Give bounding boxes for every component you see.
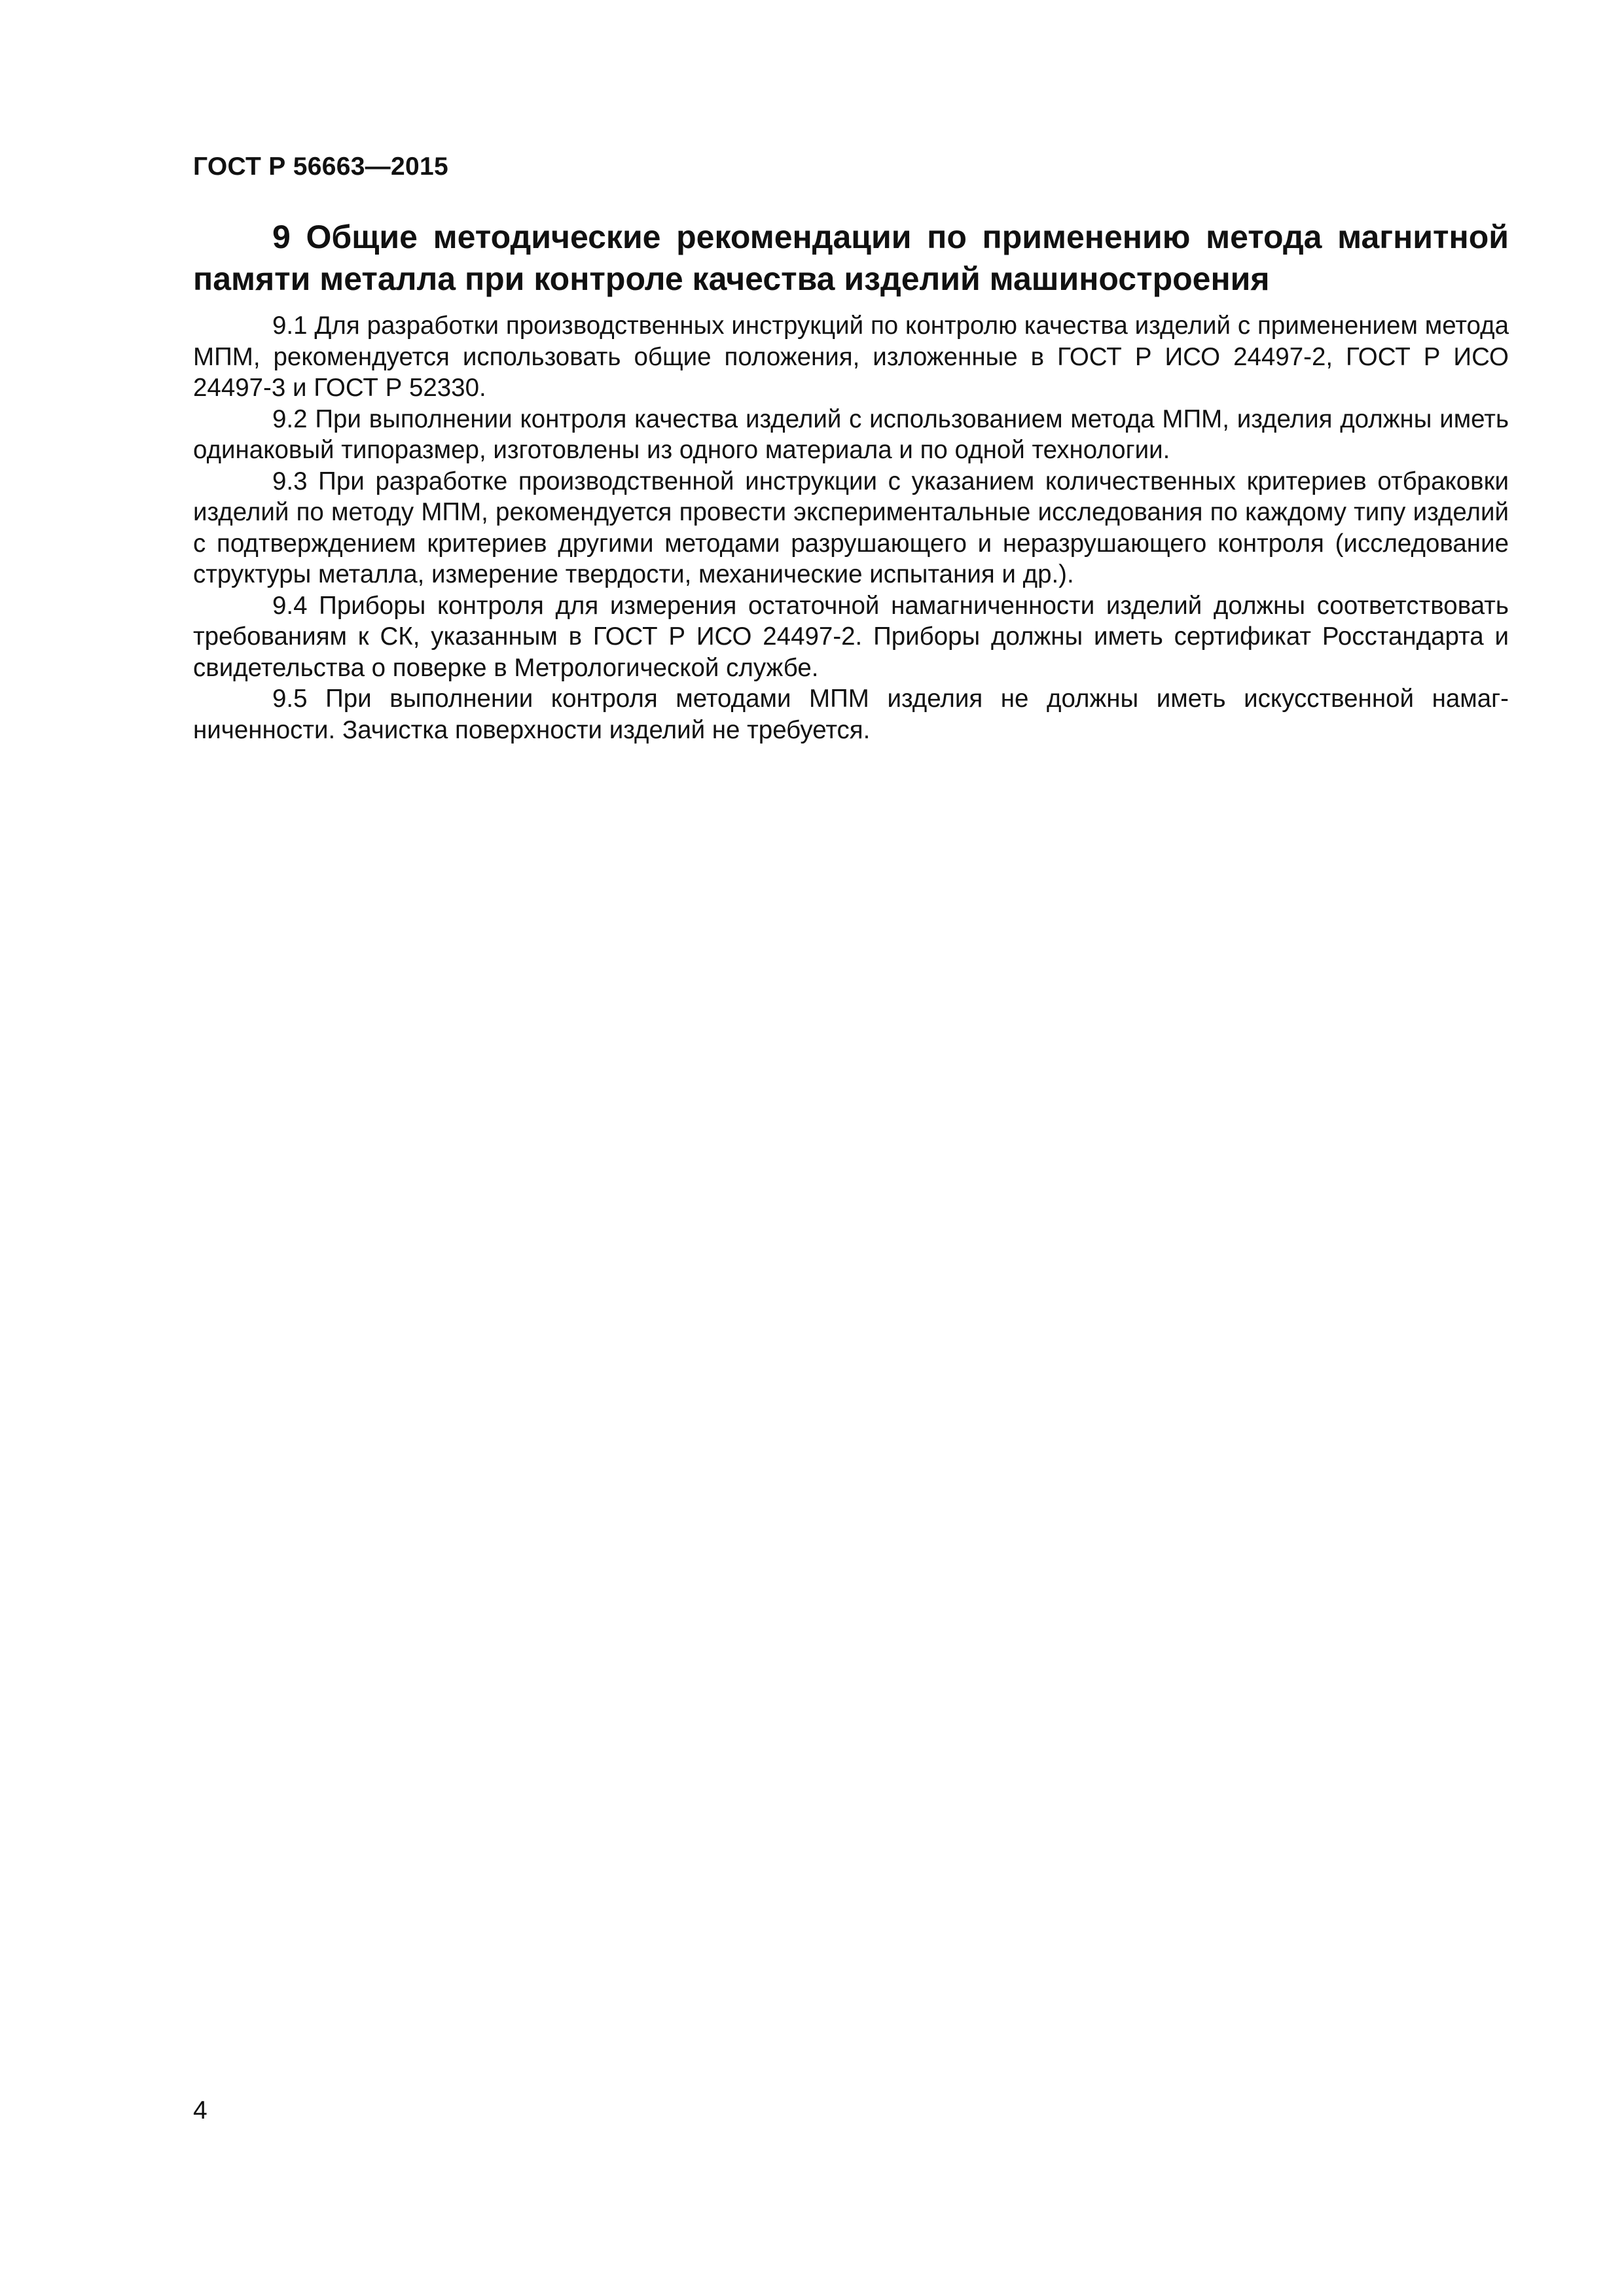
section-title: 9 Общие методические рекомендации по применению метода магнитной памяти металла при контроле качества изделий машиностроения bbox=[193, 219, 1509, 297]
section-9 bbox=[193, 216, 1509, 745]
paragraph-9-5: 9.5 При выполнении контроля методами МПМ изделия не должны иметь искусственной намагниченности. Зачистка поверхности изделий не требуется. bbox=[193, 685, 1509, 744]
paragraph-9-4: 9.4 Приборы контроля для измерения остаточной намагниченности изделий должны соответствовать требованиям к СК, указанным в ГОСТ Р ИСО 24497-2. Приборы должны иметь сертификат Росстандарта и свидетельства о поверке в Метрологической службе. bbox=[193, 591, 1509, 682]
paragraph-9-1: 9.1 Для разработки производственных инструкций по контролю качества изделий с применением метода МПМ, рекомендуется использовать общие положения, изложенные в ГОСТ Р ИСО 24497-2, ГОСТ Р ИСО 24497-3 и ГОСТ Р 52330. bbox=[193, 312, 1509, 402]
paragraph-9-2: 9.2 При выполнении контроля качества изделий с использованием метода МПМ, изделия должны иметь одинаковый типоразмер, изготовлены из одного материала и по одной технологии. bbox=[193, 404, 1509, 464]
paragraph-9-3: 9.3 При разработке производственной инструкции с указанием количественных критериев отбраковки изделий по методу МПМ, рекомендуется провести экспериментальные исследования по каждому типу изделий с подтверждением критериев другими методами разрушающего и неразрушающего контроля (исследование структуры металла, измерение твердости, механические испытания и др.). bbox=[193, 467, 1509, 588]
page-number: 4 bbox=[193, 2096, 208, 2125]
document-code-header: ГОСТ Р 56663—2015 bbox=[193, 152, 448, 181]
